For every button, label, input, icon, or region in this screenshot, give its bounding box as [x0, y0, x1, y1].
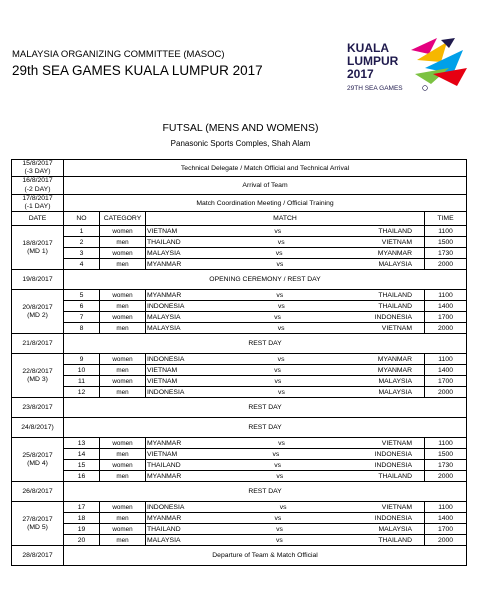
match-row: [12, 502, 467, 513]
match-category: women: [100, 248, 146, 259]
rest-date: 19/8/2017: [12, 270, 64, 290]
match-teams: [146, 259, 425, 270]
away-team: INDONESIA: [374, 461, 412, 469]
vs-label: vs: [274, 227, 282, 235]
vs-label: vs: [277, 355, 285, 363]
match-no: 4: [64, 259, 100, 270]
vs-label: vs: [277, 238, 285, 246]
away-team: MYANMAR: [377, 355, 412, 363]
match-no: 19: [64, 524, 100, 535]
match-time: 1100: [425, 226, 467, 237]
away-team: MALAYSIA: [378, 525, 412, 533]
vs-label: vs: [274, 366, 281, 374]
match-row: [12, 237, 467, 248]
match-row: [12, 524, 467, 535]
match-no: 13: [64, 438, 100, 449]
header-time: TIME: [425, 212, 467, 226]
match-time: 1400: [425, 301, 467, 312]
away-team: VIETNAM: [381, 324, 412, 332]
match-row: [12, 513, 467, 524]
match-row: [12, 312, 467, 323]
away-team: MYANMAR: [377, 366, 412, 374]
home-team: MYANMAR: [147, 291, 182, 299]
match-category: men: [100, 387, 146, 398]
away-team: THAILAND: [378, 302, 412, 310]
match-category: women: [100, 524, 146, 535]
match-no: 8: [64, 323, 100, 334]
home-team: THAILAND: [147, 525, 181, 533]
match-teams: [146, 502, 425, 513]
home-team: INDONESIA: [147, 355, 185, 363]
logo-badge-icon: [423, 86, 428, 91]
home-team: THAILAND: [147, 238, 181, 246]
vs-label: vs: [274, 377, 282, 385]
vs-label: vs: [279, 503, 287, 511]
vs-label: vs: [278, 439, 285, 447]
match-category: men: [100, 301, 146, 312]
logo-line2: LUMPUR: [347, 54, 399, 68]
match-no: 20: [64, 535, 100, 546]
match-no: 12: [64, 387, 100, 398]
match-no: 11: [64, 376, 100, 387]
match-teams: [146, 301, 425, 312]
rest-date: 26/8/2017: [12, 482, 64, 502]
match-no: 16: [64, 471, 100, 482]
vs-label: vs: [274, 461, 282, 469]
rest-day-row: [12, 418, 467, 438]
vs-label: vs: [272, 450, 280, 458]
match-row: [12, 449, 467, 460]
schedule-table: [11, 159, 467, 566]
match-category: men: [100, 237, 146, 248]
column-header-row: [12, 212, 467, 226]
match-time: 1400: [425, 513, 467, 524]
header-category: CATEGORY: [100, 212, 146, 226]
match-row: [12, 354, 467, 365]
match-no: 1: [64, 226, 100, 237]
rest-text: REST DAY: [64, 398, 467, 418]
note-date: 16/8/2017 (-2 DAY): [12, 177, 64, 194]
logo-tagline: 29TH SEA GAMES: [347, 85, 403, 92]
matchday-date: 22/8/2017 (MD 3): [12, 354, 64, 398]
away-team: VIETNAM: [381, 439, 412, 447]
match-time: 1100: [425, 290, 467, 301]
home-team: INDONESIA: [147, 503, 185, 511]
matchday-date: 20/8/2017 (MD 2): [12, 290, 64, 334]
home-team: MALAYSIA: [147, 313, 181, 321]
vs-label: vs: [274, 514, 282, 522]
away-team: INDONESIA: [374, 313, 412, 321]
match-no: 10: [64, 365, 100, 376]
match-teams: [146, 438, 425, 449]
logo-line1: KUALA: [347, 41, 389, 55]
home-team: VIETNAM: [147, 450, 178, 458]
matchday-date: 18/8/2017 (MD 1): [12, 226, 64, 270]
match-category: men: [100, 323, 146, 334]
matchday-date: 27/8/2017 (MD 5): [12, 502, 64, 546]
match-teams: [146, 290, 425, 301]
header-match: MATCH: [146, 212, 425, 226]
rest-text: REST DAY: [64, 482, 467, 502]
note-text: Match Coordination Meeting / Official Training: [64, 194, 467, 211]
match-row: [12, 471, 467, 482]
match-row: [12, 301, 467, 312]
match-row: [12, 438, 467, 449]
match-teams: [146, 354, 425, 365]
match-row: [12, 535, 467, 546]
departure-row: [12, 546, 467, 566]
match-category: women: [100, 312, 146, 323]
sport-title: FUTSAL (MENS AND WOMENS): [162, 122, 319, 134]
match-teams: [146, 535, 425, 546]
match-time: 2000: [425, 259, 467, 270]
away-team: MALAYSIA: [378, 377, 412, 385]
vs-label: vs: [276, 291, 284, 299]
match-teams: [146, 248, 425, 259]
match-category: women: [100, 290, 146, 301]
match-row: [12, 376, 467, 387]
match-category: women: [100, 460, 146, 471]
away-team: VIETNAM: [381, 238, 412, 246]
note-date: 17/8/2017 (-1 DAY): [12, 194, 64, 211]
match-time: 1100: [425, 502, 467, 513]
match-teams: [146, 237, 425, 248]
match-teams: [146, 365, 425, 376]
venue-name: Panasonic Sports Comples, Shah Alam: [170, 139, 311, 148]
match-teams: [146, 376, 425, 387]
match-row: [12, 323, 467, 334]
away-team: INDONESIA: [374, 450, 412, 458]
match-teams: [146, 387, 425, 398]
match-time: 1700: [425, 312, 467, 323]
match-teams: [146, 471, 425, 482]
match-no: 9: [64, 354, 100, 365]
match-row: [12, 259, 467, 270]
match-no: 7: [64, 312, 100, 323]
match-time: 1700: [425, 376, 467, 387]
match-time: 1700: [425, 524, 467, 535]
match-time: 2000: [425, 471, 467, 482]
vs-label: vs: [278, 388, 285, 396]
match-category: men: [100, 535, 146, 546]
match-teams: [146, 449, 425, 460]
match-time: 1500: [425, 237, 467, 248]
rest-day-row: [12, 398, 467, 418]
rest-day-row: [12, 334, 467, 354]
match-time: 1730: [425, 460, 467, 471]
rest-day-row: [12, 270, 467, 290]
match-time: 2000: [425, 387, 467, 398]
match-no: 15: [64, 460, 100, 471]
home-team: INDONESIA: [147, 302, 185, 310]
match-no: 6: [64, 301, 100, 312]
match-row: [12, 460, 467, 471]
match-teams: [146, 460, 425, 471]
note-row: [12, 160, 467, 177]
logo-star-mark: [411, 38, 467, 86]
match-row: [12, 226, 467, 237]
match-category: men: [100, 513, 146, 524]
match-category: men: [100, 449, 146, 460]
match-no: 18: [64, 513, 100, 524]
matchday-date: 25/8/2017 (MD 4): [12, 438, 64, 482]
note-text: Arrival of Team: [64, 177, 467, 194]
match-time: 1730: [425, 248, 467, 259]
home-team: MYANMAR: [147, 260, 182, 268]
departure-text: Departure of Team & Match Official: [64, 546, 467, 566]
match-time: 1100: [425, 438, 467, 449]
match-no: 14: [64, 449, 100, 460]
match-no: 2: [64, 237, 100, 248]
away-team: THAILAND: [378, 227, 412, 235]
rest-text: OPENING CEREMONY / REST DAY: [64, 270, 467, 290]
away-team: THAILAND: [378, 291, 412, 299]
home-team: MYANMAR: [147, 472, 182, 480]
match-category: men: [100, 259, 146, 270]
match-category: women: [100, 438, 146, 449]
away-team: INDONESIA: [374, 514, 412, 522]
rest-text: REST DAY: [64, 334, 467, 354]
home-team: MYANMAR: [147, 514, 182, 522]
match-no: 3: [64, 248, 100, 259]
match-teams: [146, 226, 425, 237]
match-row: [12, 387, 467, 398]
vs-label: vs: [275, 249, 283, 257]
match-category: men: [100, 365, 146, 376]
home-team: VIETNAM: [147, 366, 178, 374]
match-category: women: [100, 354, 146, 365]
vs-label: vs: [276, 536, 283, 544]
match-time: 1500: [425, 449, 467, 460]
note-row: [12, 194, 467, 211]
home-team: VIETNAM: [147, 377, 178, 385]
away-team: MYANMAR: [377, 249, 412, 257]
home-team: THAILAND: [147, 461, 181, 469]
home-team: MALAYSIA: [147, 324, 181, 332]
match-row: [12, 248, 467, 259]
rest-date: 24/8/2017): [12, 418, 64, 438]
rest-date: 23/8/2017: [12, 398, 64, 418]
rest-date: 21/8/2017: [12, 334, 64, 354]
away-team: MALAYSIA: [378, 260, 412, 268]
note-row: [12, 177, 467, 194]
organizer-name: MALAYSIA ORGANIZING COMMITTEE (MASOC): [12, 49, 225, 60]
logo-line3: 2017: [347, 67, 374, 81]
vs-label: vs: [276, 260, 284, 268]
match-category: men: [100, 471, 146, 482]
match-no: 17: [64, 502, 100, 513]
match-time: 1400: [425, 365, 467, 376]
match-row: [12, 365, 467, 376]
home-team: INDONESIA: [147, 388, 185, 396]
away-team: THAILAND: [378, 536, 412, 544]
rest-day-row: [12, 482, 467, 502]
vs-label: vs: [277, 324, 285, 332]
away-team: MALAYSIA: [378, 388, 412, 396]
match-time: 2000: [425, 535, 467, 546]
match-category: women: [100, 226, 146, 237]
match-no: 5: [64, 290, 100, 301]
home-team: MYANMAR: [147, 439, 182, 447]
home-team: MALAYSIA: [147, 536, 181, 544]
header-no: NO: [64, 212, 100, 226]
note-date: 15/8/2017 (-3 DAY): [12, 160, 64, 177]
match-teams: [146, 524, 425, 535]
match-row: [12, 290, 467, 301]
match-category: women: [100, 376, 146, 387]
departure-date: 28/8/2017: [12, 546, 64, 566]
away-team: THAILAND: [378, 472, 412, 480]
sea-games-logo: [345, 38, 469, 94]
match-time: 2000: [425, 323, 467, 334]
match-time: 1100: [425, 354, 467, 365]
vs-label: vs: [276, 525, 283, 533]
match-teams: [146, 312, 425, 323]
rest-text: REST DAY: [64, 418, 467, 438]
match-teams: [146, 323, 425, 334]
home-team: MALAYSIA: [147, 249, 181, 257]
match-category: women: [100, 502, 146, 513]
vs-label: vs: [277, 302, 285, 310]
away-team: VIETNAM: [381, 503, 412, 511]
vs-label: vs: [276, 472, 284, 480]
vs-label: vs: [274, 313, 281, 321]
event-title: 29th SEA GAMES KUALA LUMPUR 2017: [12, 63, 263, 78]
note-text: Technical Delegate / Match Official and Technical Arrival: [64, 160, 467, 177]
home-team: VIETNAM: [147, 227, 178, 235]
match-teams: [146, 513, 425, 524]
header-date: DATE: [12, 212, 64, 226]
